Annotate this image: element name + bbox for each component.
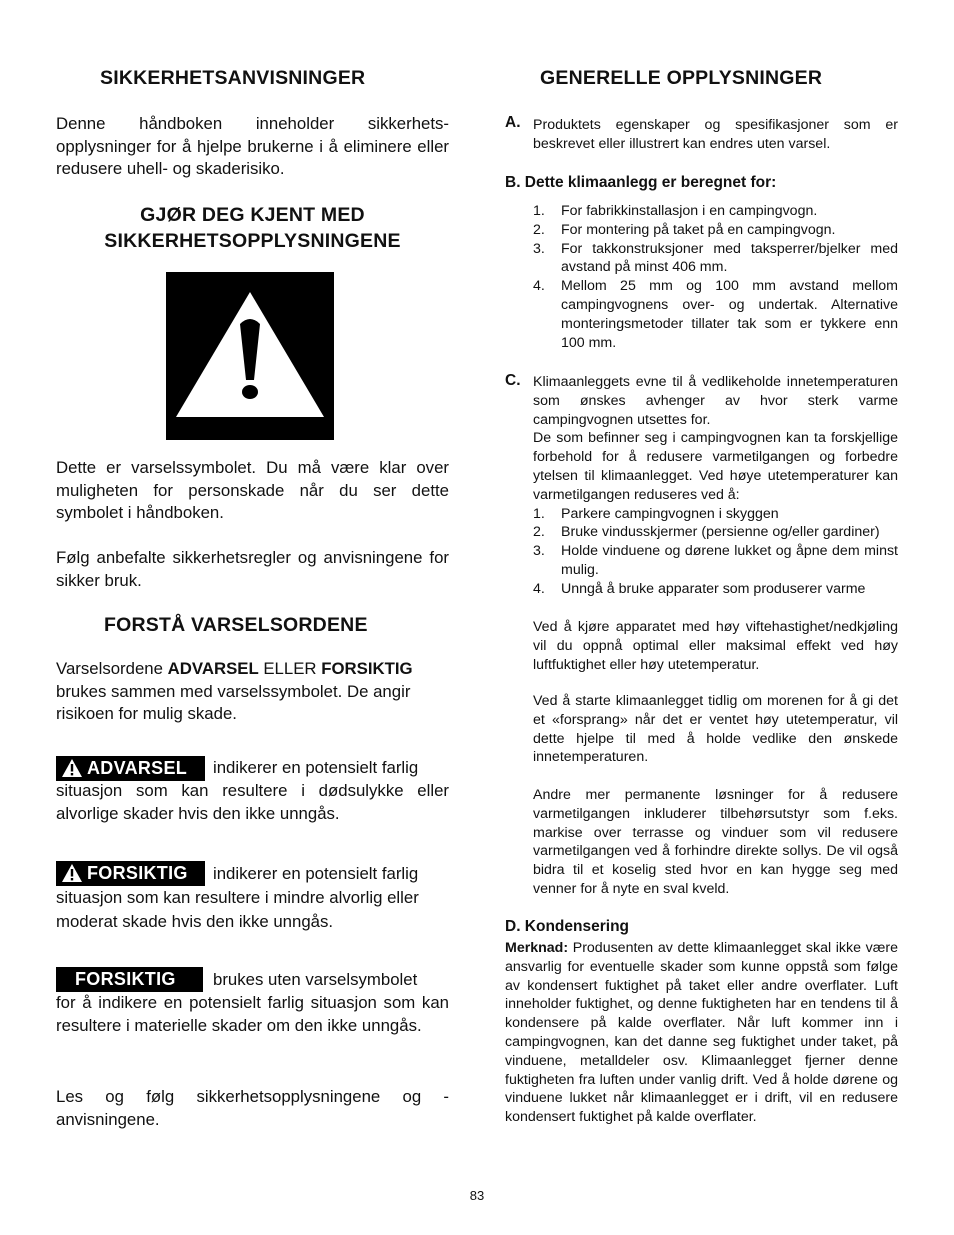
forsiktig-plain-badge-label: FORSIKTIG	[75, 969, 176, 989]
list-item	[533, 542, 898, 580]
forsiktig-plain-text-first: brukes uten varselsymbolet	[213, 970, 418, 989]
forsiktig-badge	[56, 861, 205, 886]
safety-instructions-heading: SIKKERHETSANVISNINGER	[100, 67, 366, 89]
symbol-explanation: Dette er varselssymbolet. Du må være klar over muligheten for personskade når du ser dette symbolet i håndboken.	[56, 458, 449, 523]
list-item-number: 4.	[533, 278, 545, 295]
forsiktig-text-line3: moderat skade hvis den ikke unngås.	[56, 912, 334, 931]
section-b-heading: B. Dette klimaanlegg er beregnet for:	[505, 174, 777, 191]
list-item	[533, 202, 898, 221]
section-a-text: Produktets egenskaper og spesifikasjoner som er beskrevet eller illustrert kan endres uten varsel.	[533, 117, 898, 152]
forsiktig-text-line2: situasjon som kan resultere i mindre alvorlig eller	[56, 888, 419, 907]
forsiktig-badge-label: FORSIKTIG	[87, 863, 188, 883]
list-item-text: Holde vinduene og dørene lukket og åpne dem minst mulig.	[561, 543, 898, 578]
list-item-text: Unngå å bruke apparater som produserer varme	[561, 580, 866, 597]
list-item	[533, 505, 898, 524]
section-c-text2: De som befinner seg i campingvognen kan ta forskjellige forbehold for å redusere varmetilgangen og forbedre ytelsen til klimaanlegget. Ved høye utetemperaturer kan varmetilgangen reduseres ved å:	[533, 430, 898, 503]
list-item-text: For fabrikkinstallasjon i en campingvogn.	[561, 203, 818, 219]
forsiktig-text-first: indikerer en potensielt farlig	[213, 864, 419, 883]
section-d-heading: D. Kondensering	[505, 918, 630, 935]
advarsel-text-rest: situasjon som kan resultere i dødsulykke eller alvorlige skader hvis den ikke unngås.	[56, 781, 449, 823]
section-d-text	[505, 939, 898, 1127]
list-item-number: 4.	[533, 580, 545, 597]
signal-word-forsiktig: FORSIKTIG	[321, 659, 413, 678]
list-item	[533, 221, 898, 240]
list-item-number: 1.	[533, 203, 545, 219]
section-b-list	[533, 202, 898, 352]
advarsel-badge	[56, 756, 205, 781]
familiarize-heading-line1: GJØR DEG KJENT MED	[140, 204, 365, 226]
signal-words-mid: ELLER	[258, 659, 322, 678]
section-c-list	[533, 505, 898, 599]
section-c-text3: Ved å kjøre apparatet med høy viftehastighet/nedkjøling vil du oppnå optimal eller maksimal effekt ved høy luftfuktighet eller høy utetemperatur.	[533, 619, 898, 673]
list-item-text: For montering på taket på en campingvogn.	[561, 221, 836, 238]
signal-words-pre: Varselsordene	[56, 659, 168, 678]
note-text: Produsenten av dette klimaanlegget skal ikke være ansvarlig for eventuelle skader som kunne oppstå som følge av kondensert fuktighet på taket eller andre overflater. Luft inneholder fuktighet, og denne fuktigheten har en tendens til å kondensere på kalde overflater. Når luft kommer inn i campingvognen, kan det danne seg fuktighet under taket, på vinduene, metalldeler osv. Klimaanlegget fjerner denne fuktigheten fra luften under vanlig drift. Ved å holde dørene og vinduene lukket når klimaanlegget er i drift, vil en redusere kondensert fuktighet på kalde overflater.	[505, 940, 898, 1126]
section-c-letter: C.	[505, 372, 521, 389]
signal-words-paragraph	[56, 658, 449, 726]
follow-rules-text: Følg anbefalte sikkerhetsregler og anvisningene for sikker bruk.	[56, 548, 449, 590]
list-item-number: 3.	[533, 240, 545, 257]
warning-symbol-icon	[166, 272, 334, 440]
general-info-heading: GENERELLE OPPLYSNINGER	[540, 67, 823, 89]
list-item	[533, 580, 898, 599]
list-item-text: Bruke vindusskjermer (persienne og/eller gardiner)	[561, 524, 880, 541]
list-item-text: Mellom 25 mm og 100 mm avstand mellom campingvognens over- og undertak. Alternative monteringsmetoder tillater tak som er tykkere enn 100 mm.	[561, 278, 898, 351]
list-item	[533, 277, 898, 352]
section-a-letter: A.	[505, 114, 521, 131]
section-c-body	[533, 373, 898, 599]
list-item-number: 2.	[533, 524, 545, 541]
warning-triangle-icon	[62, 759, 82, 777]
forsiktig-plain-text-rest: for å indikere en potensielt farlig situasjon som kan resultere i materielle skader om den ikke unngås.	[56, 993, 449, 1035]
advarsel-badge-label: ADVARSEL	[87, 758, 188, 778]
list-item	[533, 523, 898, 542]
signal-word-advarsel: ADVARSEL	[167, 659, 259, 678]
familiarize-heading-line2: SIKKERHETSOPPLYSNINGENE	[104, 230, 401, 252]
warning-triangle-icon	[62, 864, 82, 882]
advarsel-text-first: indikerer en potensielt farlig	[213, 758, 419, 777]
forsiktig-plain-badge	[56, 967, 203, 992]
familiarize-heading	[56, 202, 449, 254]
list-item-number: 3.	[533, 543, 545, 560]
list-item-number: 1.	[533, 505, 545, 522]
page-number: 83	[469, 1188, 485, 1203]
signal-words-post: brukes sammen med varselssymbolet. De angir risikoen for mulig skade.	[56, 681, 411, 724]
signal-words-heading: FORSTÅ VARSELSORDENE	[104, 614, 368, 636]
list-item	[533, 240, 898, 278]
section-c-text4: Ved å starte klimaanlegget tidlig om morenen for å gi det et «forsprang» når det er ventet høy utetemperatur, vil dette hjelpe til med å holde vedlike den ønskede innetemperaturen.	[533, 693, 898, 766]
closing-paragraph: Les og følg sikkerhetsopplysningene og -anvisningene.	[56, 1087, 449, 1129]
note-label: Merknad:	[505, 940, 569, 956]
list-item-number: 2.	[533, 221, 545, 238]
list-item-text: Parkere campingvognen i skyggen	[561, 505, 779, 522]
section-c-text1: Klimaanleggets evne til å vedlikeholde innetemperaturen som ønskes avhenger av hvor sterk varme campingvognen utsettes for.	[533, 374, 898, 428]
intro-paragraph: Denne håndboken inneholder sikkerhets-opplysninger for å hjelpe brukerne i å eliminere eller redusere uhell- og skaderisiko.	[56, 114, 449, 179]
section-c-text5: Andre mer permanente løsninger for å redusere varmetilgangen inkluderer tilbehørsutstyr som f.eks. markise over terrasse og vinduer som vil redusere varmetilgangen ved å forhindre direkte sollys. De vil også bidra til et koselig sted hvor en kan hygge seg med venner for å nyte en sval kveld.	[533, 787, 898, 897]
list-item-text: For takkonstruksjoner med taksperrer/bjelker med avstand på minst 406 mm.	[561, 240, 898, 276]
